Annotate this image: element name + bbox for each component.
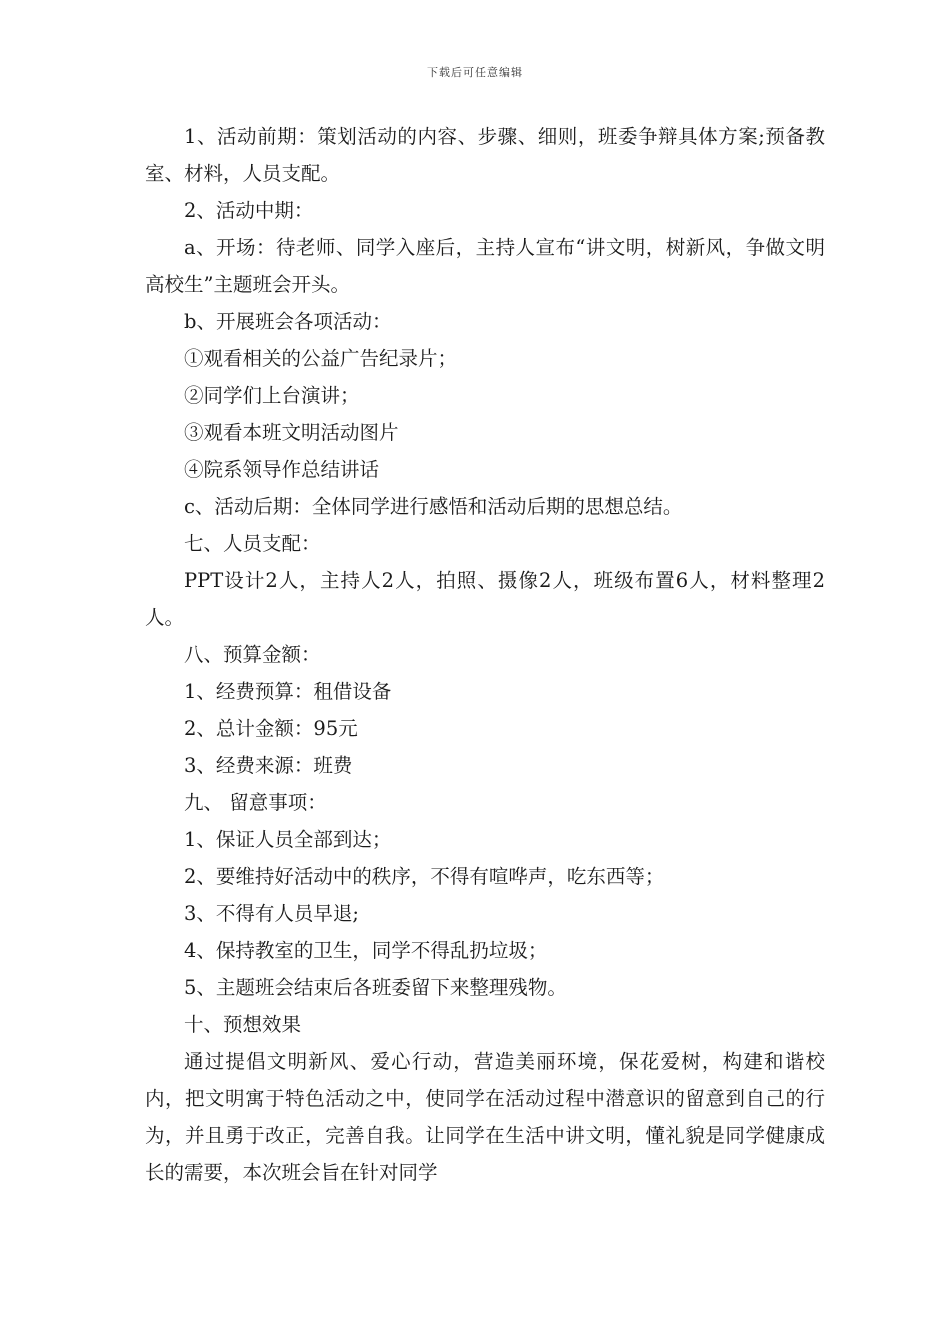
paragraph-note-2: 2、要维持好活动中的秩序，不得有喧哗声，吃东西等；: [184, 865, 665, 888]
header-note: 下载后可任意编辑: [427, 66, 523, 79]
paragraph-item-1: ①观看相关的公益广告纪录片；: [184, 347, 458, 370]
paragraph-activities-heading: b、开展班会各项活动：: [184, 310, 392, 333]
paragraph-section-8-heading: 八、预算金额：: [184, 643, 321, 666]
paragraph-note-3: 3、不得有人员早退;: [184, 902, 359, 925]
paragraph-budget-3: 3、经费来源：班费: [184, 754, 353, 777]
paragraph-note-1: 1、保证人员全部到达；: [184, 828, 392, 851]
paragraph-item-4: ④院系领导作总结讲话: [184, 458, 380, 481]
paragraph-activity-late: c、活动后期：全体同学进行感悟和活动后期的思想总结。: [184, 495, 683, 518]
paragraph-budget-2: 2、总计金额：95元: [184, 717, 358, 740]
paragraph-activity-early: 1、活动前期：策划活动的内容、步骤、细则，班委争辩具体方案;预备教室、材料，人员支配。: [145, 125, 825, 185]
paragraph-opening: a、开场：待老师、同学入座后，主持人宣布“讲文明，树新风，争做文明高校生”主题班会开头。: [145, 236, 825, 296]
document-body: [145, 118, 825, 1191]
paragraph-activity-mid-heading: 2、活动中期：: [184, 199, 314, 222]
paragraph-note-5: 5、主题班会结束后各班委留下来整理残物。: [184, 976, 567, 999]
paragraph-item-2: ②同学们上台演讲；: [184, 384, 360, 407]
paragraph-expected-effect: 通过提倡文明新风、爱心行动，营造美丽环境，保花爱树，构建和谐校内，把文明寓于特色活动之中，使同学在活动过程中潜意识的留意到自己的行为，并且勇于改正，完善自我。让同学在生活中讲文明，懂礼貌是同学健康成长的需要，本次班会旨在针对同学: [145, 1050, 825, 1184]
paragraph-note-4: 4、保持教室的卫生，同学不得乱扔垃圾；: [184, 939, 548, 962]
paragraph-staffing: PPT设计2人，主持人2人，拍照、摄像2人，班级布置6人，材料整理2人。: [145, 569, 825, 629]
paragraph-section-7-heading: 七、人员支配：: [184, 532, 321, 555]
paragraph-section-10-heading: 十、预想效果: [184, 1013, 302, 1036]
paragraph-item-3: ③观看本班文明活动图片: [184, 421, 399, 444]
paragraph-section-9-heading: 九、 留意事项：: [184, 791, 327, 814]
paragraph-budget-1: 1、经费预算：租借设备: [184, 680, 392, 703]
